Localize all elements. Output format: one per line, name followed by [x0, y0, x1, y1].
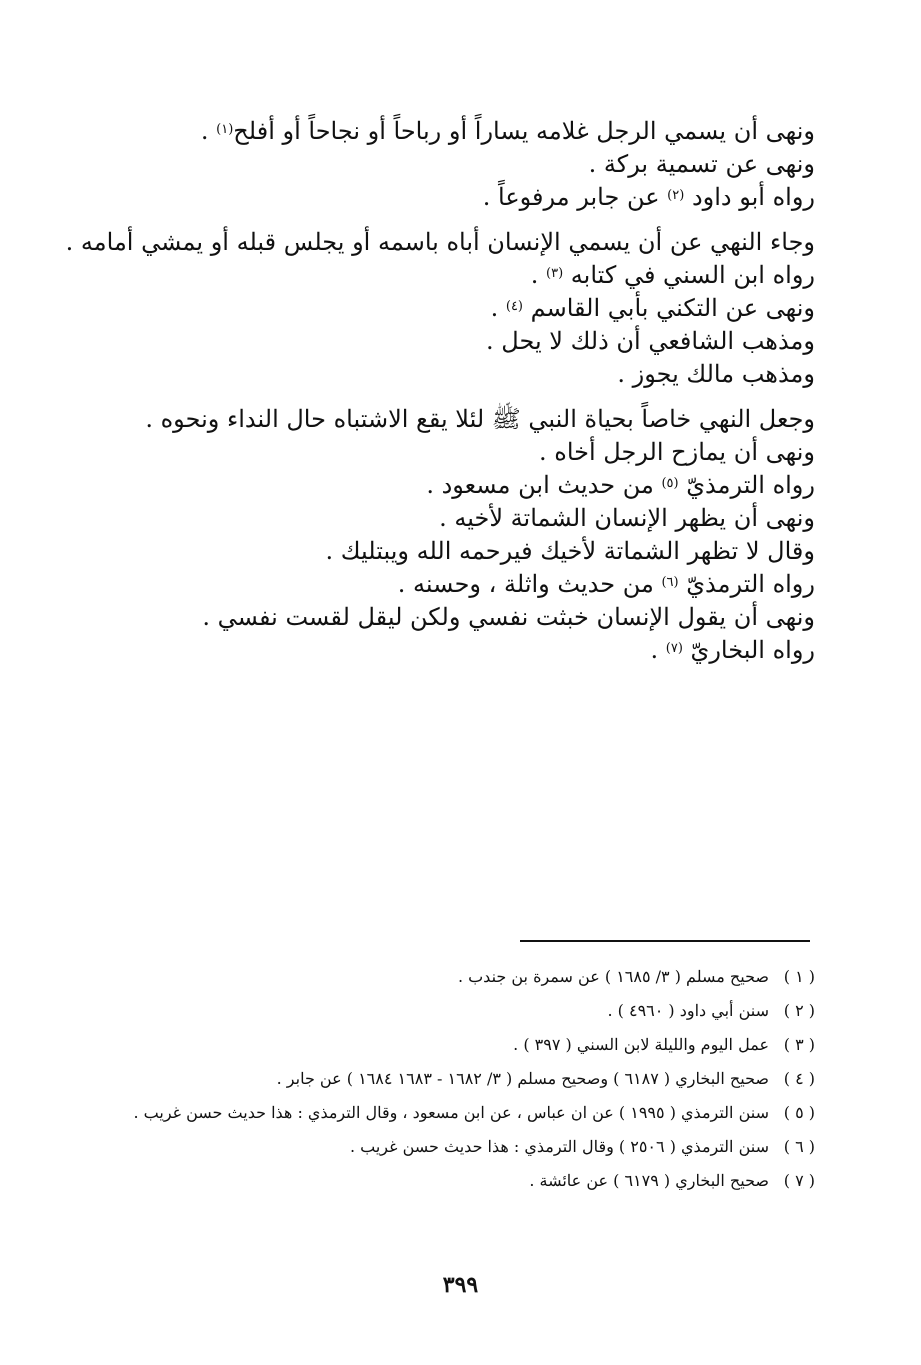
footnote-text: صحيح البخاري ( ٦١٧٩ ) عن عائشة .: [529, 1171, 769, 1190]
text-line: وقال لا تظهر الشماتة لأخيك فيرحمه الله ويبتليك .: [325, 537, 815, 565]
footnote-item: [110, 1130, 815, 1164]
text-line: ومذهب مالك يجوز .: [617, 360, 815, 388]
footnote-item: [110, 1164, 815, 1198]
footnote-number: ( ٢ ): [783, 1001, 815, 1020]
footnote-ref: (٤): [505, 299, 523, 314]
footnote-text: صحيح مسلم ( ٣/ ١٦٨٥ ) عن سمرة بن جندب .: [457, 967, 769, 986]
text-line: ونهى عن التكني بأبي القاسم $^{(٤)}$ .: [490, 294, 815, 322]
footnote-text: عمل اليوم والليلة لابن السني ( ٣٩٧ ) .: [513, 1035, 769, 1054]
footnote-ref: (٣): [546, 266, 564, 281]
footnote-item: [110, 1028, 815, 1062]
text-line: ومذهب الشافعي أن ذلك لا يحل .: [486, 327, 815, 355]
footnote-number: ( ٤ ): [783, 1069, 815, 1088]
footnote-ref: (٦): [661, 575, 679, 590]
text-line: رواه ابن السني في كتابه $^{(٣)}$ .: [530, 261, 815, 289]
text-line: ونهى أن يظهر الإنسان الشماتة لأخيه .: [439, 504, 815, 532]
footnote-item: [110, 960, 815, 994]
footnote-text: صحيح البخاري ( ٦١٨٧ ) وصحيح مسلم ( ٣/ ١٦٨٢ - ١٦٨٣ ١٦٨٤ ) عن جابر .: [276, 1069, 769, 1088]
footnote-text: سنن أبي داود ( ٤٩٦٠ ) .: [607, 1001, 769, 1020]
text-line: وجاء النهي عن أن يسمي الإنسان أباه باسمه أو يجلس قبله أو يمشي أمامه .: [65, 228, 815, 256]
text-line: رواه أبو داود $^{(٢)}$ عن جابر مرفوعاً .: [482, 183, 815, 211]
footnote-number: ( ١ ): [783, 967, 815, 986]
footnote-item: [110, 1096, 815, 1130]
footnote-item: [110, 994, 815, 1028]
text-line: رواه البخاريّ $^{(٧)}$ .: [650, 636, 815, 664]
footnote-number: ( ٥ ): [783, 1103, 815, 1122]
text-line: رواه الترمذيّ $^{(٦)}$ من حديث واثلة ، وحسنه .: [397, 570, 815, 598]
footnote-ref: (٧): [665, 641, 683, 656]
text-line: وجعل النهي خاصاً بحياة النبي ﷺ لئلا يقع الاشتباه حال النداء ونحوه .: [145, 405, 815, 433]
footnote-text: سنن الترمذي ( ٢٥٠٦ ) وقال الترمذي : هذا حديث حسن غريب .: [349, 1137, 769, 1156]
footnotes: [110, 960, 815, 1198]
page-number: ٣٩٩: [442, 1272, 479, 1298]
footnote-number: ( ٦ ): [783, 1137, 815, 1156]
footnote-ref: (٥): [661, 476, 679, 491]
text-line: رواه الترمذيّ $^{(٥)}$ من حديث ابن مسعود .: [426, 471, 815, 499]
footnote-item: [110, 1062, 815, 1096]
text-line: ونهى أن يقول الإنسان خبثت نفسي ولكن ليقل لقست نفسي .: [202, 603, 815, 631]
footnote-ref: (١): [216, 122, 234, 137]
text-line: ونهى عن تسمية بركة .: [588, 150, 815, 178]
footnote-separator: [520, 940, 810, 942]
main-text: [65, 115, 815, 667]
text-line: ونهى أن يمازح الرجل أخاه .: [539, 438, 815, 466]
text-line: ونهى أن يسمي الرجل غلامه يساراً أو رباحاً أو نجاحاً أو أفلح$^{(١)}$ .: [200, 117, 815, 145]
footnote-ref: (٢): [667, 188, 685, 203]
footnote-number: ( ٧ ): [783, 1171, 815, 1190]
footnote-text: سنن الترمذي ( ١٩٩٥ ) عن ان عباس ، عن ابن مسعود ، وقال الترمذي : هذا حديث حسن غريب .: [133, 1103, 769, 1122]
footnote-number: ( ٣ ): [783, 1035, 815, 1054]
